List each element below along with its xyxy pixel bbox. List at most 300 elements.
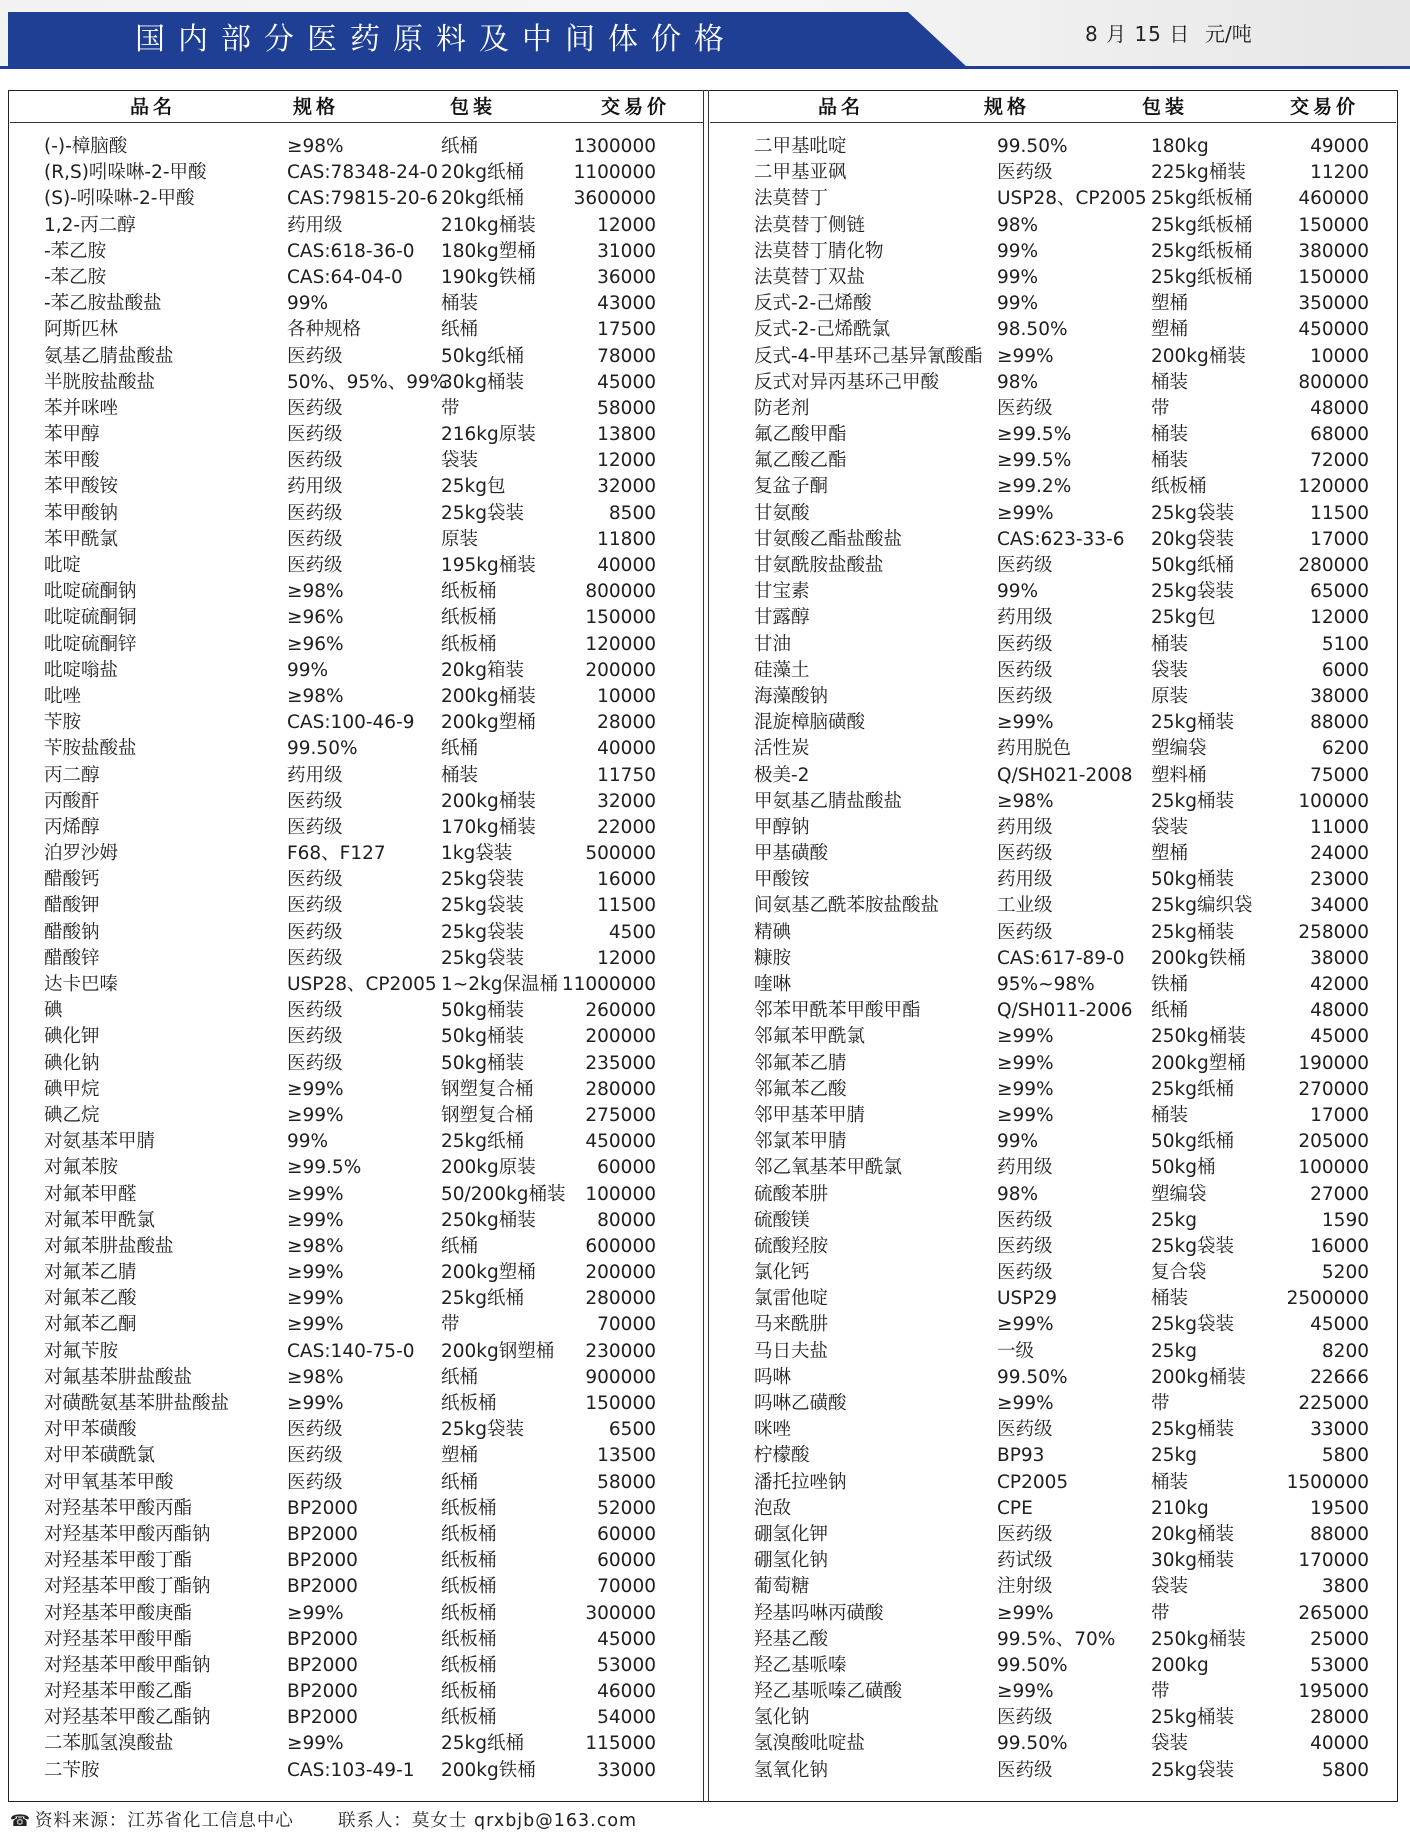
product-price: 150000: [585, 1393, 656, 1414]
product-price: 280000: [1298, 555, 1369, 576]
product-spec: 98%: [997, 214, 1039, 236]
product-spec: ≥99%: [997, 1393, 1054, 1414]
product-spec: ≥99%: [287, 1183, 344, 1205]
product-packaging: 25kg纸桶: [441, 1733, 524, 1755]
product-packaging: 225kg桶装: [1151, 162, 1246, 184]
product-spec: ≥99%: [287, 1209, 344, 1231]
product-spec: 医药级: [287, 1445, 343, 1467]
product-price: 11500: [597, 895, 656, 917]
product-spec: ≥99%: [287, 1314, 344, 1336]
product-packaging: 纸板桶: [441, 1523, 497, 1545]
product-price: 120000: [585, 633, 656, 655]
product-packaging: 纸板桶: [441, 1576, 497, 1598]
product-price: 100000: [1298, 1157, 1369, 1179]
product-price: 12000: [597, 214, 656, 236]
product-packaging: 带: [441, 1314, 460, 1336]
product-packaging: 25kg纸板桶: [1151, 266, 1253, 288]
product-spec: ≥98%: [287, 581, 344, 603]
product-packaging: 20kg纸桶: [441, 188, 524, 210]
table-row: [44, 1758, 656, 1784]
product-spec: CAS:140-75-0: [287, 1340, 415, 1362]
product-price: 52000: [597, 1497, 656, 1519]
product-price: 43000: [597, 293, 656, 315]
product-name: 对羟基苯甲酸甲酯钠: [44, 1654, 211, 1676]
product-packaging: 50kg桶装: [1151, 869, 1234, 891]
table-row: [44, 789, 656, 815]
product-packaging: 20kg桶装: [1151, 1523, 1234, 1545]
product-name: 对氟苯甲醛: [44, 1183, 137, 1205]
product-price: 38000: [1310, 947, 1369, 969]
product-packaging: 带: [1151, 397, 1170, 419]
product-packaging: 25kg纸板桶: [1151, 214, 1253, 236]
product-packaging: 桶装: [1151, 1288, 1189, 1310]
table-row: [754, 1601, 1369, 1627]
product-name: 法莫替丁: [754, 188, 829, 210]
product-name: 对羟基苯甲酸丁酯钠: [44, 1576, 211, 1598]
product-price: 12000: [597, 450, 656, 472]
right-header-pack: 包装: [1142, 96, 1189, 118]
product-spec: ≥96%: [287, 633, 344, 655]
product-packaging: 纸板桶: [441, 581, 497, 603]
product-packaging: 桶装: [441, 293, 479, 315]
table-row: [44, 1365, 656, 1391]
product-packaging: 50kg纸桶: [441, 345, 524, 367]
column-divider: [703, 90, 704, 1802]
product-spec: BP93: [997, 1445, 1045, 1467]
product-spec: BP2000: [287, 1654, 358, 1676]
product-packaging: 原装: [441, 528, 479, 550]
product-spec: 99.50%: [997, 1366, 1068, 1388]
product-price: 280000: [585, 1078, 656, 1100]
product-spec: ≥99%: [287, 1262, 344, 1284]
product-spec: 98.50%: [997, 319, 1068, 341]
product-packaging: 塑编袋: [1151, 738, 1207, 760]
product-name: 邻氯苯甲腈: [754, 1131, 847, 1153]
product-spec: CAS:103-49-1: [287, 1759, 415, 1781]
product-price: 72000: [1310, 450, 1369, 472]
product-spec: 药用级: [997, 869, 1053, 891]
product-price: 28000: [597, 712, 656, 734]
product-price: 1300000: [573, 136, 656, 157]
product-price: 75000: [1310, 764, 1369, 786]
product-packaging: 带: [1151, 1602, 1170, 1624]
phone-icon: ☎: [10, 1811, 31, 1830]
table-row: [754, 1391, 1369, 1417]
table-row: [754, 1470, 1369, 1496]
table-row: [754, 527, 1369, 553]
product-name: 吡啶硫酮锌: [44, 633, 137, 655]
product-price: 16000: [1310, 1235, 1369, 1257]
product-name: 复盆子酮: [754, 476, 829, 498]
product-packaging: 塑桶: [1151, 319, 1189, 341]
table-row: [44, 710, 656, 736]
product-spec: 医药级: [997, 659, 1053, 681]
product-name: 氯化钙: [754, 1262, 810, 1284]
page-title: 国内部分医药原料及中间体价格: [135, 22, 737, 57]
product-spec: 99%: [997, 293, 1039, 315]
product-price: 600000: [585, 1235, 656, 1257]
product-name: 邻甲基苯甲腈: [754, 1104, 866, 1126]
product-spec: 医药级: [287, 1419, 343, 1441]
product-packaging: 纸桶: [441, 319, 479, 341]
product-spec: ≥99%: [997, 1314, 1054, 1336]
product-name: 二甲基亚砜: [754, 162, 847, 184]
product-name: 潘托拉唑钠: [754, 1471, 847, 1493]
product-packaging: 210kg: [1151, 1497, 1209, 1519]
table-row: [754, 710, 1369, 736]
product-price: 8200: [1321, 1340, 1369, 1362]
product-spec: 医药级: [997, 1262, 1053, 1284]
product-name: 半胱胺盐酸盐: [44, 371, 156, 393]
product-packaging: 纸板桶: [441, 1654, 497, 1676]
product-spec: 医药级: [287, 1000, 343, 1022]
product-price: 195000: [1298, 1681, 1369, 1703]
product-spec: ≥99.5%: [997, 424, 1072, 446]
product-name: 混旋樟脑磺酸: [754, 712, 866, 734]
table-row: [44, 474, 656, 500]
product-packaging: 纸板桶: [441, 1602, 497, 1624]
product-name: 甘露醇: [754, 607, 810, 629]
product-price: 170000: [1298, 1550, 1369, 1572]
product-packaging: 30kg桶装: [1151, 1550, 1234, 1572]
product-spec: ≥98%: [997, 790, 1054, 812]
product-name: 苯甲酸钠: [44, 502, 119, 524]
product-price: 45000: [1310, 1026, 1369, 1048]
product-name: 苯甲酸: [44, 450, 100, 472]
table-row: [44, 1443, 656, 1469]
table-row: [754, 1522, 1369, 1548]
product-packaging: 纸板桶: [441, 1550, 497, 1572]
contact-text: 联系人：莫女士 qrxbjb@163.com: [337, 1811, 638, 1831]
product-packaging: 25kg编织袋: [1151, 895, 1253, 917]
product-price: 200000: [585, 659, 656, 681]
table-row: [44, 1731, 656, 1757]
product-name: 羟乙基哌嗪: [754, 1654, 847, 1676]
table-row: [44, 1548, 656, 1574]
product-price: 40000: [1310, 1733, 1369, 1755]
table-row: [754, 632, 1369, 658]
product-spec: ≥98%: [287, 136, 344, 157]
product-name: 喹啉: [754, 974, 792, 995]
product-name: -苯乙胺: [44, 266, 107, 288]
table-row: [754, 501, 1369, 527]
table-row: [754, 1286, 1369, 1312]
product-price: 5200: [1321, 1262, 1369, 1284]
table-row: [44, 1470, 656, 1496]
table-row: [754, 239, 1369, 265]
table-row: [754, 396, 1369, 422]
product-packaging: 200kg塑桶: [1151, 1052, 1246, 1074]
product-name: 甘氨酸乙酯盐酸盐: [754, 528, 903, 550]
product-name: 间氨基乙酰苯胺盐酸盐: [754, 895, 940, 917]
product-packaging: 50kg桶装: [441, 1000, 524, 1022]
product-spec: 医药级: [997, 1419, 1053, 1441]
product-price: 800000: [585, 581, 656, 603]
product-price: 27000: [1310, 1183, 1369, 1205]
source-text: 资料来源：江苏省化工信息中心: [34, 1811, 294, 1831]
product-name: 对氟苯胺: [44, 1157, 119, 1179]
product-packaging: 1kg袋装: [441, 843, 513, 865]
product-spec: 药试级: [997, 1550, 1053, 1572]
product-spec: 医药级: [997, 633, 1053, 655]
table-row: [754, 684, 1369, 710]
table-row: [44, 1208, 656, 1234]
product-name: 丙二醇: [44, 764, 100, 786]
product-price: 58000: [597, 397, 656, 419]
product-spec: 医药级: [997, 162, 1053, 184]
left-header-spec: 规格: [293, 96, 340, 118]
product-name: 咪唑: [754, 1419, 792, 1441]
table-row: [754, 763, 1369, 789]
product-name: 碘乙烷: [44, 1104, 100, 1126]
product-spec: 99.5%、70%: [997, 1628, 1116, 1650]
table-row: [754, 422, 1369, 448]
header-underline-left: [10, 122, 703, 123]
product-price: 46000: [597, 1681, 656, 1703]
product-name: 甲醇钠: [754, 816, 810, 838]
product-price: 25000: [1310, 1628, 1369, 1650]
product-packaging: 30kg桶装: [441, 371, 524, 393]
product-packaging: 塑桶: [1151, 293, 1189, 315]
table-row: [754, 946, 1369, 972]
product-price: 500000: [585, 843, 656, 865]
product-packaging: 袋装: [441, 450, 479, 472]
product-price: 150000: [1298, 266, 1369, 288]
product-name: 氢化钠: [754, 1707, 810, 1729]
product-packaging: 200kg桶装: [441, 685, 536, 707]
product-price: 23000: [1310, 869, 1369, 891]
product-spec: 医药级: [287, 895, 343, 917]
product-price: 900000: [585, 1366, 656, 1388]
product-name: 醋酸锌: [44, 947, 100, 969]
product-price: 28000: [1310, 1707, 1369, 1729]
product-spec: ≥99%: [997, 1602, 1054, 1624]
product-packaging: 20kg袋装: [1151, 528, 1234, 550]
table-row: [44, 1077, 656, 1103]
product-packaging: 25kg袋装: [441, 1419, 524, 1441]
product-name: 对氟苯乙酮: [44, 1314, 137, 1336]
product-spec: BP2000: [287, 1707, 358, 1729]
product-name: 海藻酸钠: [754, 685, 829, 707]
product-name: 极美-2: [754, 764, 810, 786]
product-spec: 99.50%: [997, 136, 1068, 157]
table-row: [754, 1574, 1369, 1600]
table-row: [754, 160, 1369, 186]
product-name: 马来酰肼: [754, 1314, 829, 1336]
right-header-price: 交易价: [1290, 96, 1360, 118]
price-unit: 元/吨: [1205, 22, 1252, 46]
product-spec: 医药级: [287, 502, 343, 524]
product-price: 68000: [1310, 424, 1369, 446]
product-name: 吗啉乙磺酸: [754, 1393, 847, 1414]
product-spec: 药用级: [287, 764, 343, 786]
product-packaging: 桶装: [1151, 633, 1189, 655]
product-packaging: 50kg桶装: [441, 1026, 524, 1048]
left-header-name: 品名: [130, 96, 177, 118]
product-price: 60000: [597, 1157, 656, 1179]
product-spec: 药用级: [997, 816, 1053, 838]
product-spec: 99%: [287, 1131, 329, 1153]
product-spec: ≥99%: [997, 712, 1054, 734]
product-price: 45000: [1310, 1314, 1369, 1336]
table-row: [754, 344, 1369, 370]
product-price: 12000: [1310, 607, 1369, 629]
product-spec: 医药级: [997, 921, 1053, 943]
table-row: [44, 605, 656, 631]
product-spec: 医药级: [287, 1026, 343, 1048]
footer: [10, 1807, 637, 1832]
table-row: [44, 893, 656, 919]
product-spec: 95%~98%: [997, 974, 1095, 995]
left-price-list: [44, 134, 656, 1784]
table-row: [754, 1129, 1369, 1155]
product-packaging: 216kg原装: [441, 424, 536, 446]
product-spec: 99%: [997, 240, 1039, 262]
table-row: [44, 867, 656, 893]
product-spec: F68、F127: [287, 843, 386, 865]
product-packaging: 25kg纸桶: [1151, 1078, 1234, 1100]
product-price: 230000: [585, 1340, 656, 1362]
product-price: 48000: [1310, 397, 1369, 419]
product-name: 对甲苯磺酰氯: [44, 1445, 156, 1467]
product-packaging: 袋装: [1151, 1733, 1189, 1755]
product-price: 205000: [1298, 1131, 1369, 1153]
product-name: 马日夫盐: [754, 1340, 829, 1362]
table-row: [754, 317, 1369, 343]
product-packaging: 塑桶: [1151, 843, 1189, 865]
product-price: 70000: [597, 1576, 656, 1598]
product-packaging: 180kg塑桶: [441, 240, 536, 262]
product-name: 吡啶: [44, 555, 82, 576]
product-spec: 医药级: [287, 869, 343, 891]
product-packaging: 纸桶: [441, 738, 479, 760]
product-price: 1500000: [1286, 1471, 1369, 1493]
table-row: [754, 265, 1369, 291]
product-packaging: 袋装: [1151, 816, 1189, 838]
table-row: [754, 815, 1369, 841]
product-spec: CAS:78348-24-0: [287, 162, 439, 184]
table-row: [44, 265, 656, 291]
product-price: 3800: [1321, 1576, 1369, 1598]
product-price: 33000: [1310, 1419, 1369, 1441]
product-spec: ≥98%: [287, 685, 344, 707]
product-name: 氨基乙腈盐酸盐: [44, 345, 174, 367]
product-spec: ≥99%: [287, 1078, 344, 1100]
product-spec: 99.50%: [997, 1733, 1068, 1755]
product-spec: 药用脱色: [997, 738, 1072, 760]
product-spec: CPE: [997, 1497, 1033, 1519]
product-price: 270000: [1298, 1078, 1369, 1100]
table-row: [754, 579, 1369, 605]
product-name: 法莫替丁双盐: [754, 266, 866, 288]
table-row: [754, 1731, 1369, 1757]
table-row: [44, 1286, 656, 1312]
product-price: 12000: [597, 947, 656, 969]
product-name: 硫酸镁: [754, 1209, 810, 1231]
product-spec: CAS:64-04-0: [287, 266, 403, 288]
product-packaging: 25kg: [1151, 1340, 1197, 1362]
product-packaging: 桶装: [1151, 1104, 1189, 1126]
table-row: [754, 1365, 1369, 1391]
product-name: 活性炭: [754, 738, 810, 760]
product-spec: CAS:100-46-9: [287, 712, 415, 734]
product-price: 16000: [597, 869, 656, 891]
table-row: [754, 736, 1369, 762]
product-spec: 99%: [997, 1131, 1039, 1153]
product-spec: 医药级: [287, 921, 343, 943]
product-name: 对羟基苯甲酸丙酯: [44, 1497, 193, 1519]
product-packaging: 塑桶: [441, 1445, 479, 1467]
product-packaging: 原装: [1151, 685, 1189, 707]
left-header-price: 交易价: [601, 96, 671, 118]
product-name: 邻氟苯乙腈: [754, 1052, 847, 1074]
table-row: [754, 448, 1369, 474]
product-packaging: 210kg桶装: [441, 214, 536, 236]
product-name: 醋酸钙: [44, 869, 100, 891]
product-spec: 98%: [997, 1183, 1039, 1205]
product-price: 22666: [1310, 1366, 1369, 1388]
product-price: 24000: [1310, 843, 1369, 865]
table-row: [44, 763, 656, 789]
table-row: [754, 893, 1369, 919]
product-spec: 药用级: [997, 607, 1053, 629]
product-name: -苯乙胺盐酸盐: [44, 293, 162, 315]
product-price: 10000: [1310, 345, 1369, 367]
product-spec: USP28、CP2005: [997, 188, 1147, 210]
product-spec: 药用级: [287, 214, 343, 236]
product-name: 对羟基苯甲酸丁酯: [44, 1550, 193, 1572]
product-packaging: 200kg钢塑桶: [441, 1340, 555, 1362]
product-name: -苯乙胺: [44, 240, 107, 262]
table-row: [44, 684, 656, 710]
product-name: 对氟苯乙酸: [44, 1288, 137, 1310]
product-price: 38000: [1310, 685, 1369, 707]
table-row: [754, 867, 1369, 893]
product-spec: 99%: [997, 266, 1039, 288]
product-price: 42000: [1310, 974, 1369, 995]
table-row: [754, 1548, 1369, 1574]
product-name: 对羟基苯甲酸乙酯钠: [44, 1707, 211, 1729]
product-packaging: 桶装: [1151, 450, 1189, 472]
product-name: 葡萄糖: [754, 1576, 810, 1598]
table-row: [754, 658, 1369, 684]
product-packaging: 钢塑复合桶: [441, 1104, 534, 1126]
product-packaging: 25kg袋装: [1151, 1759, 1234, 1781]
product-spec: 医药级: [287, 345, 343, 367]
product-name: 对氟苯甲酰氯: [44, 1209, 156, 1231]
product-name: 苯甲酰氯: [44, 528, 119, 550]
product-name: 硼氢化钠: [754, 1550, 829, 1572]
left-header-pack: 包装: [450, 96, 497, 118]
product-spec: ≥99%: [997, 1026, 1054, 1048]
product-price: 5100: [1321, 633, 1369, 655]
table-row: [44, 370, 656, 396]
product-name: 柠檬酸: [754, 1445, 810, 1467]
product-spec: 医药级: [997, 1759, 1053, 1781]
product-packaging: 25kg纸桶: [441, 1131, 524, 1153]
price-date: 8 月 15 日: [1085, 22, 1191, 46]
product-price: 5800: [1321, 1759, 1369, 1781]
product-spec: BP2000: [287, 1497, 358, 1519]
product-packaging: 170kg桶装: [441, 816, 536, 838]
product-name: 羟基吗啉丙磺酸: [754, 1602, 884, 1624]
product-price: 260000: [585, 1000, 656, 1022]
table-row: [44, 1679, 656, 1705]
product-name: 对氟苯肼盐酸盐: [44, 1235, 174, 1257]
table-row: [44, 1522, 656, 1548]
product-price: 40000: [597, 555, 656, 576]
product-spec: ≥99%: [997, 1052, 1054, 1074]
